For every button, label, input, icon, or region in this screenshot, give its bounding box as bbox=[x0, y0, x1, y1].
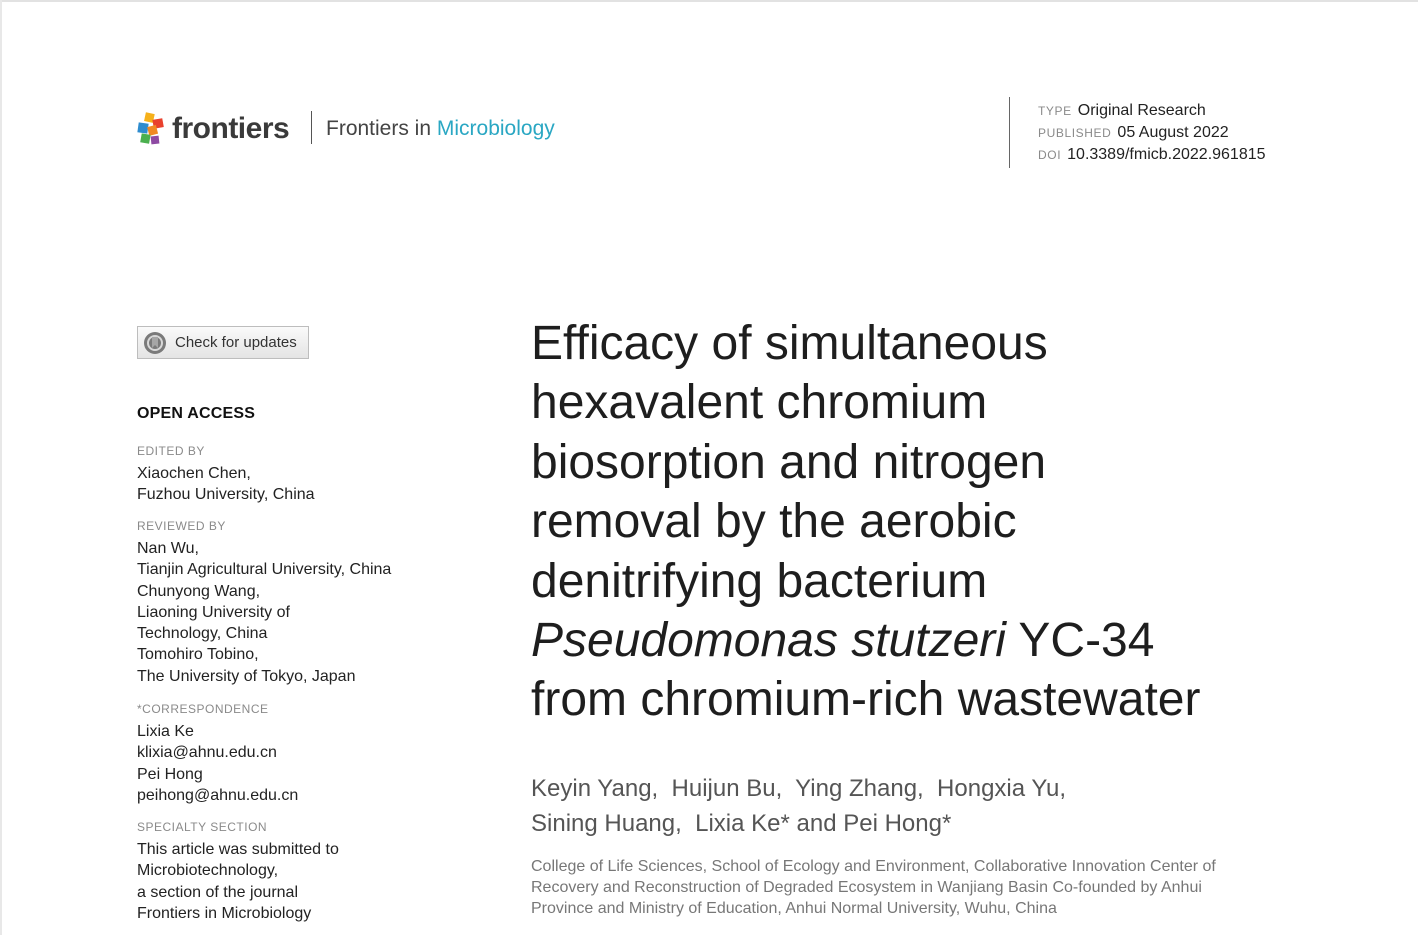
reviewer-line: Chunyong Wang, bbox=[137, 582, 261, 600]
meta-type-label: TYPE bbox=[1038, 104, 1072, 118]
reviewer-line: Nan Wu, bbox=[137, 540, 199, 557]
reviewer-line: Liaoning University of bbox=[137, 603, 290, 621]
journal-field: Microbiology bbox=[436, 117, 555, 140]
correspondent-name: Pei Hong bbox=[137, 765, 203, 783]
specialty-section bbox=[137, 819, 339, 924]
reviewed-by-label: REVIEWED BY bbox=[137, 519, 226, 533]
article-title bbox=[531, 314, 1351, 730]
reviewer-line: Tomohiro Tobino, bbox=[137, 646, 259, 664]
title-line: denitrifying bacterium bbox=[531, 554, 988, 608]
editor-line: Fuzhou University, China bbox=[137, 486, 315, 504]
specialty-line: Frontiers in Microbiology bbox=[137, 904, 312, 922]
open-access-heading: OPEN ACCESS bbox=[137, 405, 256, 422]
meta-doi-label: DOI bbox=[1038, 148, 1062, 162]
frontiers-logo[interactable] bbox=[136, 110, 289, 148]
title-line: from chromium-rich wastewater bbox=[531, 673, 1201, 727]
correspondent-email-link[interactable]: klixia@ahnu.edu.cn bbox=[137, 744, 277, 762]
meta-type-value: Original Research bbox=[1077, 102, 1206, 119]
journal-prefix: Frontiers in bbox=[326, 117, 432, 140]
journal-name[interactable] bbox=[326, 117, 555, 141]
meta-published-value: 05 August 2022 bbox=[1117, 124, 1229, 141]
title-line: biosorption and nitrogen bbox=[531, 435, 1047, 489]
edited-by-label: EDITED BY bbox=[137, 444, 205, 458]
frontiers-logo-icon bbox=[136, 112, 166, 146]
title-line: removal by the aerobic bbox=[531, 495, 1017, 549]
specialty-label: SPECIALTY SECTION bbox=[137, 820, 268, 834]
author-line: Sining Huang, Lixia Ke* and Pei Hong* bbox=[531, 810, 952, 837]
article-meta bbox=[1038, 100, 1266, 166]
meta-published-row bbox=[1038, 122, 1266, 144]
affiliation-line: College of Life Sciences, School of Ecology and Environment, Collaborative Innovation Center of bbox=[531, 858, 1216, 875]
specialty-line: This article was submitted to bbox=[137, 841, 339, 858]
meta-published-label: PUBLISHED bbox=[1038, 126, 1112, 140]
correspondence-section bbox=[137, 701, 298, 806]
edited-by-section bbox=[137, 443, 315, 506]
meta-doi-link[interactable]: 10.3389/fmicb.2022.961815 bbox=[1067, 146, 1266, 163]
meta-doi-row bbox=[1038, 144, 1266, 166]
author-list bbox=[531, 771, 1066, 841]
title-strain: YC-34 bbox=[1005, 614, 1155, 668]
reviewer-line: Tianjin Agricultural University, China bbox=[137, 561, 392, 579]
title-species: Pseudomonas stutzeri bbox=[531, 614, 1006, 668]
affiliation-line: Recovery and Reconstruction of Degraded Ecosystem in Wanjiang Basin Co-founded by Anhui bbox=[531, 879, 1202, 896]
page-left-edge bbox=[0, 0, 2, 935]
specialty-line: Microbiotechnology, bbox=[137, 862, 279, 880]
page-top-edge bbox=[0, 0, 1418, 2]
publisher-name: frontiers bbox=[172, 112, 290, 145]
check-updates-icon bbox=[143, 331, 167, 355]
meta-divider bbox=[1009, 97, 1010, 168]
header-divider bbox=[311, 111, 312, 144]
specialty-line: a section of the journal bbox=[137, 883, 298, 901]
reviewed-by-section bbox=[137, 518, 391, 687]
reviewer-line: Technology, China bbox=[137, 625, 268, 643]
editor-line: Xiaochen Chen, bbox=[137, 465, 251, 482]
check-updates-label: Check for updates bbox=[175, 334, 297, 351]
title-line bbox=[531, 611, 1351, 670]
affiliation bbox=[531, 856, 1216, 919]
correspondent-name: Lixia Ke bbox=[137, 723, 194, 740]
title-line: hexavalent chromium bbox=[531, 376, 988, 430]
correspondent-email-link[interactable]: peihong@ahnu.edu.cn bbox=[137, 786, 299, 804]
correspondence-label: *CORRESPONDENCE bbox=[137, 702, 269, 716]
check-for-updates-button[interactable] bbox=[137, 326, 309, 359]
affiliation-line: Province and Ministry of Education, Anhui Normal University, Wuhu, China bbox=[531, 900, 1057, 917]
meta-type-row bbox=[1038, 100, 1266, 122]
author-line: Keyin Yang, Huijun Bu, Ying Zhang, Hongxia Yu, bbox=[531, 775, 1067, 802]
title-line: Efficacy of simultaneous bbox=[531, 317, 1048, 370]
reviewer-line: The University of Tokyo, Japan bbox=[137, 667, 356, 685]
